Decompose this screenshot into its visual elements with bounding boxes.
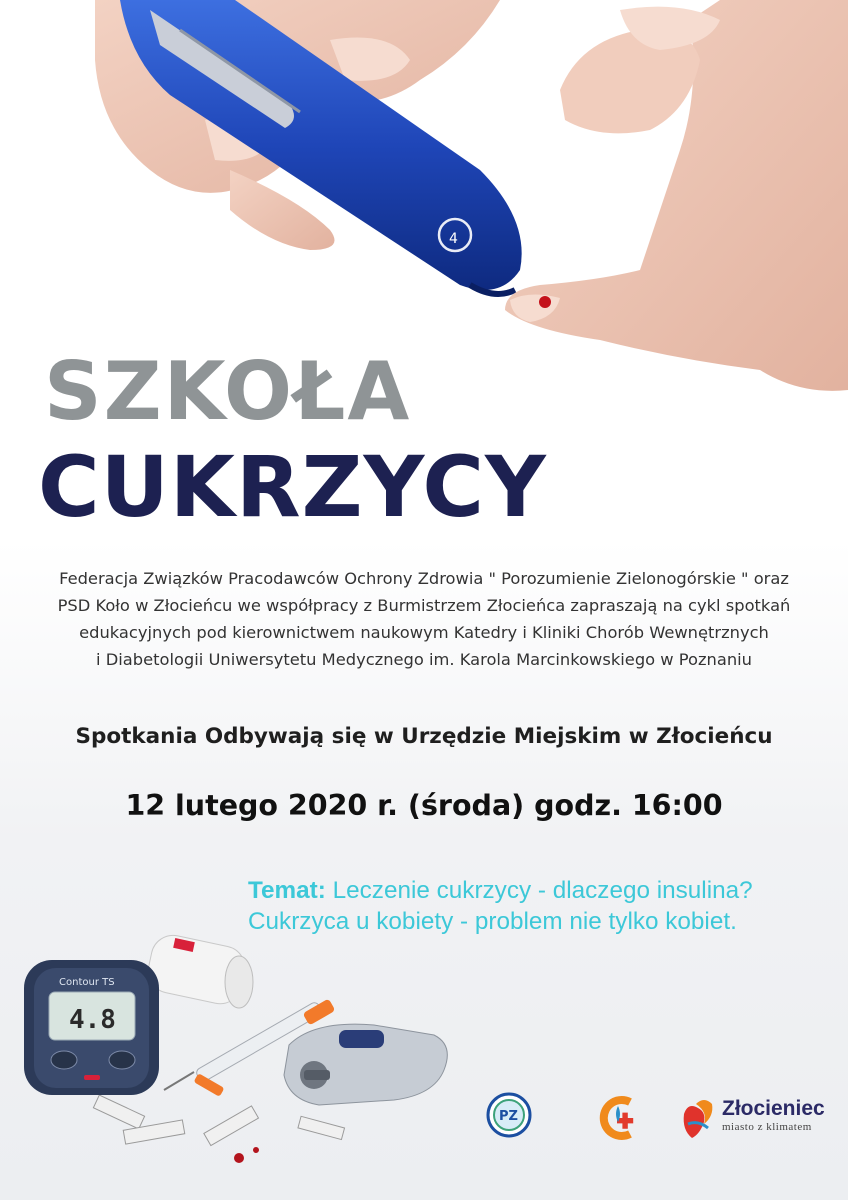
topic-line-1: Leczenie cukrzycy - dlaczego insulina? — [332, 877, 753, 904]
glucometer — [24, 960, 159, 1095]
glucometer-reading: 4.8 — [69, 1005, 116, 1035]
hero-photo — [0, 0, 848, 400]
glucometer-brand: Contour TS — [59, 977, 115, 988]
city-logo-name: Złocieniec — [722, 1097, 825, 1120]
strip-bottle — [144, 931, 253, 1008]
event-date: 12 lutego 2020 r. (środa) godz. 16:00 — [125, 789, 723, 822]
intro-line: edukacyjnych pod kierownictwem naukowym Katedry i Kliniki Chorób Wewnętrznych — [79, 623, 769, 642]
lancing-device — [284, 1024, 447, 1105]
title-line-2: CUKRZYCY — [38, 438, 547, 536]
pz-logo — [486, 1092, 532, 1138]
right-hand — [505, 0, 848, 391]
blood-drop — [539, 296, 551, 308]
intro-line: i Diabetologii Uniwersytetu Medycznego im. Karola Marcinkowskiego w Poznaniu — [96, 650, 752, 669]
topic-line-2: Cukrzyca u kobiety - problem nie tylko kobiet. — [248, 908, 737, 935]
blood-drop — [234, 1153, 244, 1163]
psd-logo — [596, 1094, 644, 1142]
pen-marking: 4 — [449, 231, 458, 247]
intro-paragraph — [30, 565, 818, 673]
title-line-1: SZKOŁA — [44, 345, 412, 438]
blood-drop — [253, 1147, 259, 1153]
topic-label: Temat: — [248, 877, 326, 904]
venue-heading: Spotkania Odbywają się w Urzędzie Miejskim w Złocieńcu — [75, 724, 773, 749]
intro-line: PSD Koło w Złocieńcu we współpracy z Burmistrzem Złocieńca zapraszają na cykl spotkań — [57, 596, 791, 615]
pz-logo-text: PZ — [499, 1109, 518, 1124]
devices-photo — [14, 920, 454, 1180]
intro-line: Federacja Związków Pracodawców Ochrony Zdrowia " Porozumienie Zielonogórskie " oraz — [59, 569, 789, 588]
city-logo-tagline: miasto z klimatem — [722, 1121, 812, 1133]
test-strips — [93, 1095, 344, 1145]
